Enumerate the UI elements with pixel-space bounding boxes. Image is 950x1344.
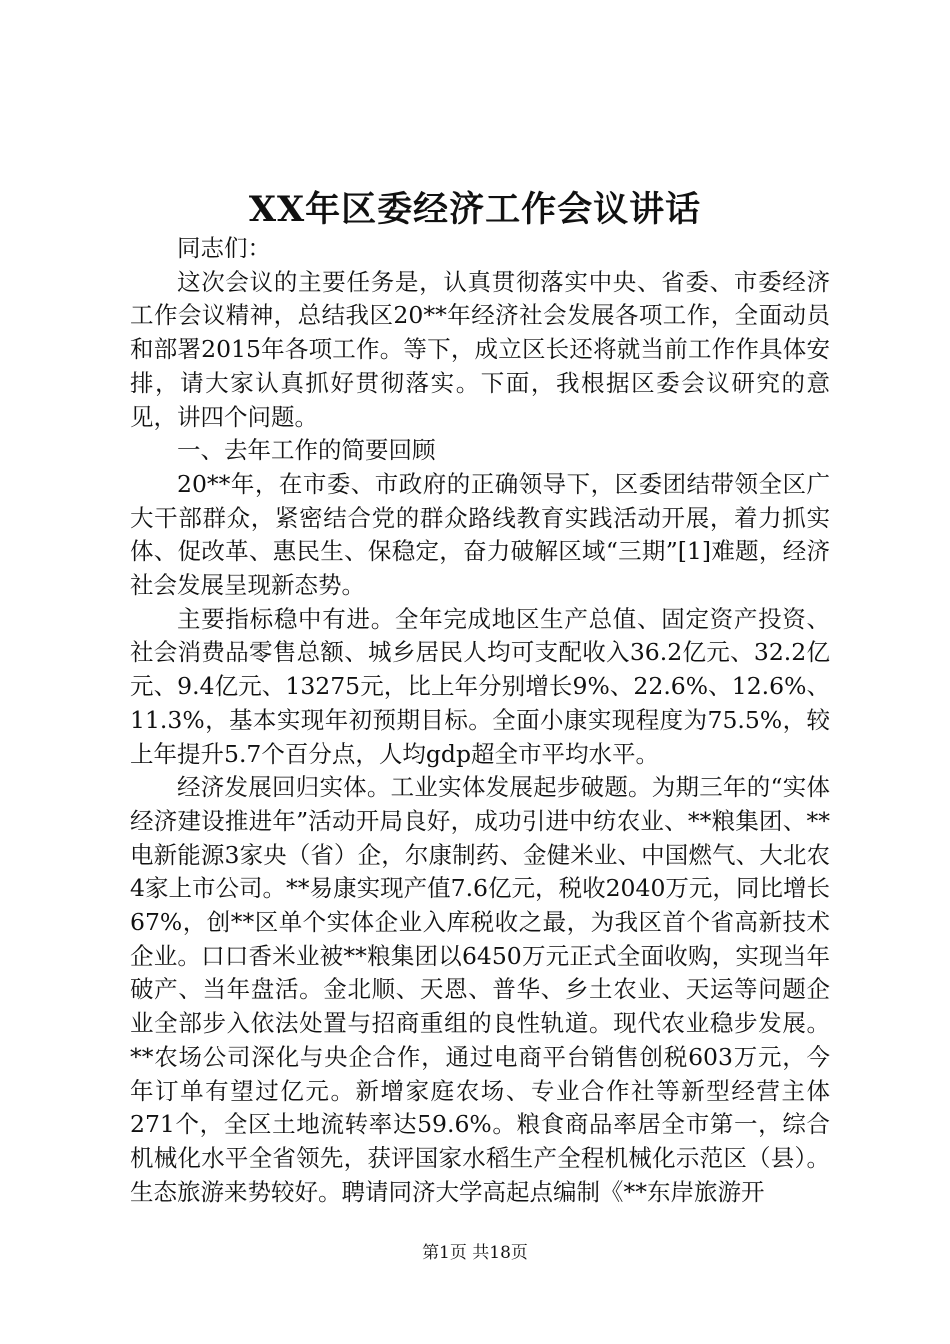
paragraph-overview: 20**年，在市委、市政府的正确领导下，区委团结带领全区广大干部群众，紧密结合党的群众路线教育实践活动开展，着力抓实体、促改革、惠民生、保稳定，奋力破解区域“三期”[1]难题，经济社会发展呈现新态势。 <box>130 469 830 600</box>
paragraph-economic-development: 经济发展回归实体。工业实体发展起步破题。为期三年的“实体经济建设推进年”活动开局良好，成功引进中纺农业、**粮集团、**电新能源3家央（省）企，尔康制药、金健米业、中国燃气、大北农4家上市公司。**易康实现产值7.6亿元，税收2040万元，同比增长67%，创**区单个实体企业入库税收之最，为我区首个省高新技术企业。口口香米业被**粮集团以6450万元正式全面收购，实现当年破产、当年盘活。金北顺、天恩、普华、乡土农业、天运等问题企业全部步入依法处置与招商重组的良性轨道。现代农业稳步发展。**农场公司深化与央企合作，通过电商平台销售创税603万元，今年订单有望过亿元。新增家庭农场、专业合作社等新型经营主体271个，全区土地流转率达59.6%。粮食商品率居全市第一，综合机械化水平全省领先，获评国家水稻生产全程机械化示范区（县）。生态旅游来势较好。聘请同济大学高起点编制《**东岸旅游开 <box>130 773 830 1206</box>
salutation: 同志们： <box>177 234 271 262</box>
document-body <box>130 232 830 1209</box>
paragraph-main-indicators: 主要指标稳中有进。全年完成地区生产总值、固定资产投资、社会消费品零售总额、城乡居民人均可支配收入36.2亿元、32.2亿元、9.4亿元、13275元，比上年分别增长9%、22.6%、12.6%、11.3%，基本实现年初预期目标。全面小康实现程度为75.5%，较上年提升5.7个百分点，人均gdp超全市平均水平。 <box>130 604 830 768</box>
paragraph-intro: 这次会议的主要任务是，认真贯彻落实中央、省委、市委经济工作会议精神，总结我区20**年经济社会发展各项工作，全面动员和部署2015年各项工作。等下，成立区长还将就当前工作作具体安排，请大家认真抓好贯彻落实。下面，我根据区委会议研究的意见，讲四个问题。 <box>130 267 830 431</box>
section-heading-review: 一、去年工作的简要回顾 <box>177 436 436 465</box>
page-footer: 第1页 共18页 <box>422 1243 528 1263</box>
document-title: XX年区委经济工作会议讲话 <box>248 189 702 230</box>
